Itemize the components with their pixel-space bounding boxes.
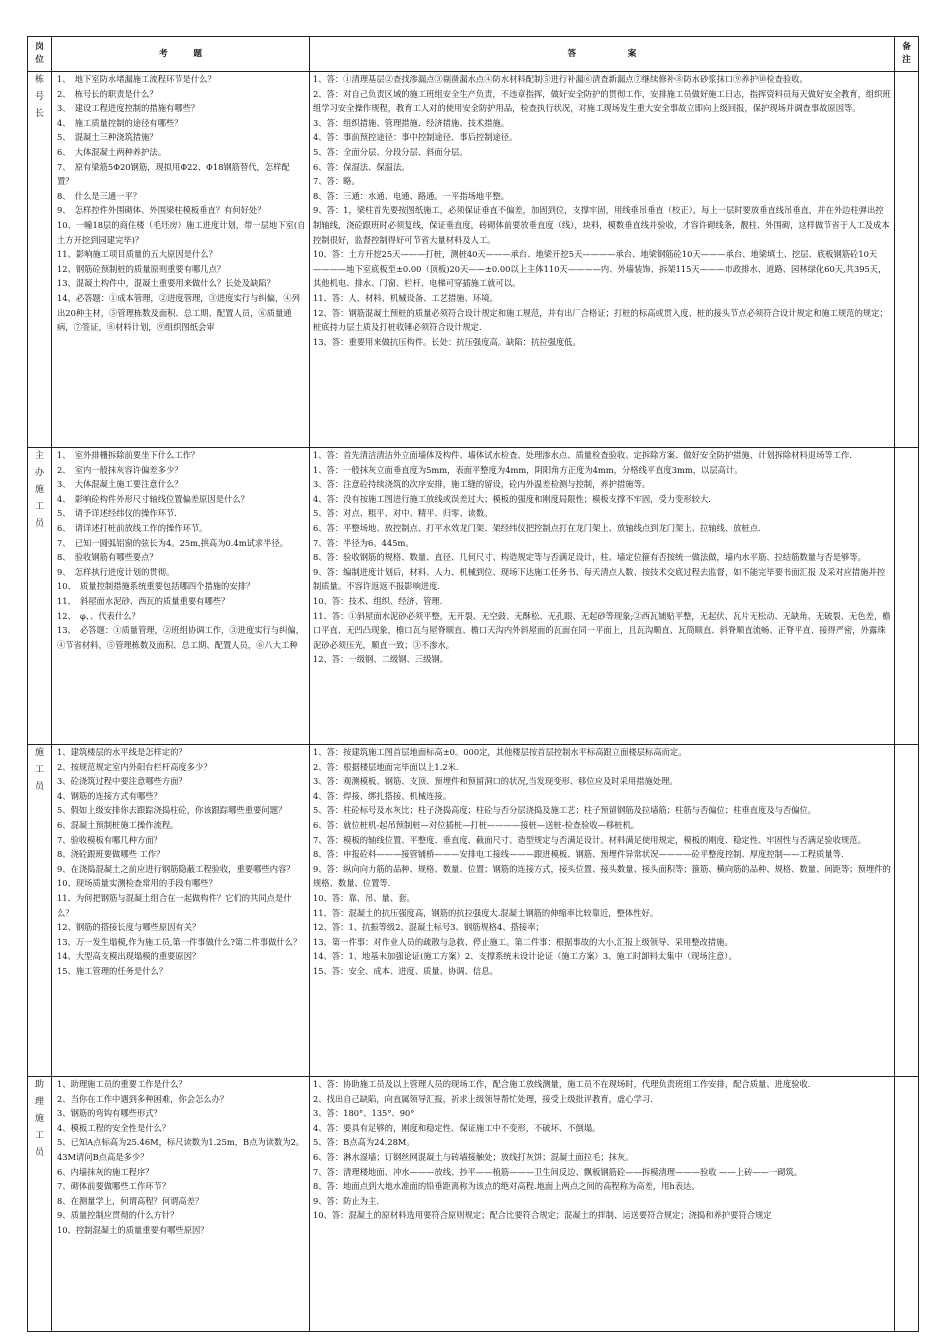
table-header-row [28,37,919,72]
answer-item: 10、答：技术、组织、经济、管理. [313,595,443,606]
answers-cell [310,448,895,745]
header-answer: 答 案 [310,37,895,72]
answer-item: 11、答：人、材料、机械设备、工艺措施、环境。 [313,292,498,303]
question-item: 6、 大体混凝土两种养护法。 [57,146,166,157]
question-item: 9、 怎样控件外围砌体、外围梁柱模板垂直？有何好处？ [57,205,266,216]
answer-item: 3、答：组织措施、管理措施、经济措施、技术措施。 [313,117,510,128]
question-item: 14、必答题：①成本管理，②进度管理，③进度实行与纠偏，④列出20种主材，⑤管理栋数及面积、总工期、配置人员，⑥质量通病，⑦签证，⑧材料计划，⑨组织图纸会审 [57,292,300,333]
role-label: 栋号长 [34,75,44,119]
answer-item: 7、答：半径为6。445m。 [313,537,414,548]
answer-item: 8、答：申报砼料———接管铺桥———安排电工接线———跟进模板、钢筋、预埋件异常状况————砼平整度控制、厚度控制——工程质量等. [313,849,844,860]
question-item: 3、 建设工程进度控制的措施有哪些？ [57,103,200,114]
question-item: 12、 φ、、代表什么？ [57,610,140,621]
question-item: 10、现场质量实测检查常用的手段有哪些？ [57,878,217,889]
answer-item: 3、答：180°、135°、90° [313,1108,415,1119]
answer-item: 6、答：淋水湿墙；订钢丝网混凝土与砖墙接触处；放线打灰饼；混凝土面拉毛；抹灰。 [313,1151,634,1162]
questions-cell [52,72,310,448]
answer-item: 3、答：注意砼持续浇筑的次序安排，施工缝的留设，砼内外温差检测与控制，养护措施等。 [313,479,651,490]
answer-item: 2、答：根据楼层地面完毕面以上1.2米. [313,761,459,772]
question-item: 5、假如上级安排你去跟踪浇捣柱砼，你该跟踪哪些重要问题？ [57,805,287,816]
question-item: 8、 验收钢筋有哪些要点？ [57,552,158,563]
answer-item: 1、答：①清理基层②查找渗漏点③剔凿漏水点④防水材料配制⑤进行补漏⑥清查新漏点⑦继续修补⑧防水砂浆抹口⑨养护⑩检查验收。 [313,74,808,84]
answers-cell [310,1077,895,1332]
question-item: 1、 地下室防水堵漏施工流程环节是什么？ [57,74,216,84]
questions-cell [52,745,310,1077]
role-label: 助理施工员 [34,1080,44,1158]
answer-item: 13、答：重要用来做抗压构件。长处：抗压强度高。缺陷：抗拉强度低。 [313,336,581,347]
answer-item: 6、答：平整场地、放控制点、打平水效龙门架、架经纬仪把控制点打在龙门架上、放轴线点到龙门架上、拉轴线、放桩点. [313,522,761,533]
answer-item: 12、答：钢筋混凝土预桩的质量必须符合设计规定和施工规范，并有出厂合格证；打桩的标高或贯入度、桩的接头节点必须符合设计规定和施工规范的规定；桩底持力层土质及打桩收锤必须符合设计规定. [313,307,888,333]
question-item: 2、 室内一般抹灰容许偏差多少？ [57,464,183,475]
answer-item: 4、答：没有按施工图进行施工放线或误差过大；模板的强度和刚度局限性；模板支撑不牢固，受力变形较大. [313,493,711,504]
answer-item: 1、答：一般抹灰立面垂直度为5mm，表面平整度为4mm，阴阳角方正度为4mm，分格线平直度3mm，以层高计。 [313,464,743,475]
answer-item: 5、答：全面分层、分段分层、斜面分层。 [313,146,468,157]
question-item: 9、 怎样执行进度计划的贯彻。 [57,566,175,577]
answer-item: 5、答：对点、粗平、对中、精平、归零、读数。 [313,508,493,519]
role-label: 主办施工员 [34,451,44,529]
question-item: 7、 原有梁筋5Φ20钢筋，现拟用Φ22、Φ18钢筋替代，怎样配置？ [57,161,290,187]
question-item: 4、钢筋的连接方式有哪些？ [57,790,162,801]
answer-item: 10、答：靠、吊、量、套。 [313,892,415,903]
question-item: 8、浇砼跟班要做哪些 工作？ [57,849,165,860]
qa-body [28,72,919,1332]
question-item: 13、混凝土构件中，混凝土重要用来做什么？长处及缺陷？ [57,278,275,289]
note-cell [895,1077,919,1332]
answer-item: 1、答：协助施工员及以上管理人员的现场工作，配合施工放线测量，施工员不在现场时，代理负责班组工作安排，配合质量、进度验收. [313,1079,811,1089]
question-item: 14、大型高支模出现塌模的重要原因？ [57,951,201,962]
answer-item: 9、答：1，梁柱首先要按图纸施工，必须保证垂直不偏差，加固到位，支撑牢固，用线垂吊垂直（校正），每上一层时要放垂直线吊垂直，并在外边柱弹出控制轴线，浇砼跟班时必须复线，保证垂直度，砖砌体前要放垂直度（线），块料，模数垂直线并验收，才容许砌线条，靓柱、外围砌，这样做节省于人工及成本控制很好，监督控制得好可节省大量材料及人工。 [313,205,890,245]
answer-item: 15、答：安全、成本、进度、质量、协调、信息。 [313,965,498,976]
answer-item: 10、答：混凝土的原材料选用要符合原则规定；配合比要符合规定；混凝土的拌制、运送要符合规定；浇捣和养护要符合规定 [313,1210,772,1221]
question-item: 10、一幢18层的商住楼（毛坯房）施工进度计划，带一层地下室(自土方开挖到园建完毕)？ [57,219,306,245]
question-item: 6、混凝土预制桩施工操作流程。 [57,819,179,830]
question-item: 6、 请详述打桩前放线工作的操作环节。 [57,522,208,533]
question-item: 1、助理施工员的重要工作是什么？ [57,1079,187,1089]
header-note: 备注 [895,37,919,72]
question-item: 11、影响施工项目质量的五大原因是什么？ [57,249,217,260]
answer-item: 1、答：首先清洁清洁外立面墙体及构件、墙体试水检查、处理渗水点、质量检查验收、定拆除方案、做好安全防护措施、计划拆除材料退场等工作. [313,450,852,460]
role-cell [28,72,52,448]
answers-cell [310,745,895,1077]
note-cell [895,72,919,448]
role-cell [28,745,52,1077]
question-item: 5、已知A点标高为25.46M，标尺读数为1.25m，B点为读数为2。43M请问B点高是多少？ [57,1137,305,1162]
answer-item: 9、答：纵向向力筋的品种、规格、数量、位置；钢筋的连接方式，接头位置、接头数量、接头面积等；箍筋、横向筋的品种、规格、数量、间距等；预埋件的规格、数量、位置等. [313,863,891,889]
question-item: 5、 混凝土三种浇筑措施？ [57,132,158,143]
answer-item: 6、答：就位桩机-起吊预制桩—对位插桩—打桩————接桩—送桩-检查验收—移桩机。 [313,819,640,830]
question-item: 1、建筑楼层的水平线是怎样定的？ [57,747,187,757]
answer-item: 7、答：略。 [313,176,360,187]
question-item: 13、万一发生塌模,作为施工员,第一件事做什么?第二件事做什么？ [57,936,302,947]
answer-item: 9、答：编制进度计划后，材料、人力、机械到位、现场下达施工任务书、每天清点人数、按技术交底过程去监督，如不能完毕要书面汇报 及采对应措施并控制质量。不容许返返不报影响进度. [313,566,886,592]
question-item: 7、 已知一圆弧铝窗的弦长为4。25m,拱高为0.4m试求半径。 [57,537,289,548]
answer-item: 4、答：事前预控途径：事中控制途径、事后控制途径。 [313,132,518,143]
answer-item: 5、答：B点高为24.28M。 [313,1137,415,1148]
question-item: 7、砌体前要做哪些工作环节？ [57,1181,171,1192]
answer-item: 8、答：验收钢筋的规格、数量、直径、几何尺寸、构造规定等与否满足设计，柱、墙定位箍有否按统一做法做，墙内水平筋、拉结筋数量与否是够等。 [313,552,866,563]
answer-item: 11、答：混凝土的抗压强度高，钢筋的抗拉强度大.混凝土钢筋的伸缩率比较靠近，整体性好。 [313,907,659,918]
answer-item: 7、答：模板的轴线位置、平整度、垂直度、截面尺寸、造型规定与否满足设计。材料满足使用规定，模板的刚度、稳定性、牢固性与否满足验收规范。 [313,834,866,845]
header-question: 考 题 [52,37,310,72]
answer-item: 4、答：要具有足够的，刚度和稳定性、保证施工中不变形，不破坏、不倒塌。 [313,1122,601,1133]
question-item: 8、 什么是三通一平？ [57,190,142,201]
question-item: 4、模板工程的安全性是什么？ [57,1122,171,1133]
questions-cell [52,1077,310,1332]
role-cell [28,1077,52,1332]
question-item: 13、 必答题：①质量管理，②班组协调工作，③进度实行与纠偏，④节省材料，⑤管理栋数及面积、总工期、配置人员，⑥八大工种 [57,625,305,650]
question-item: 2、当你在工作中遇到多种困难，你会怎么办？ [57,1093,229,1104]
header-role: 岗位 [28,37,52,72]
question-item: 15、施工管理的任务是什么？ [57,965,168,976]
answer-item: 6、答：保湿法、保温法。 [313,161,410,172]
section-row [28,448,919,745]
question-item: 2、按规范规定室内外阳台栏杆高度多少？ [57,761,212,772]
answer-item: 8、答：三通：水通、电通、路通。一平指场地平整。 [313,190,510,201]
question-item: 8、在测量学上，何谓高程？何谓高差？ [57,1195,204,1206]
answer-item: 2、找出自己缺陷，向直属领导汇报，祈求上级领导帮忙处理，接受上级批评教育，虚心学习. [313,1093,653,1104]
question-item: 9、质量控制应贯彻的什么方针？ [57,1210,179,1221]
answers-cell [310,72,895,448]
section-row [28,1077,919,1332]
section-row [28,72,919,448]
answer-item: 11、答：①斜屋面水泥砂必须平整，无开裂、无空鼓、无酥松、无孔眼、无起砂等现象;②西瓦铺贴平整，无起伏、瓦片无松动、无缺角、无破裂、无色差，檐口平直、无凹凸现象，檐口瓦与屋脊顺直、檐口天沟内外斜屋面的瓦面在同一平面上，且瓦沟顺直、瓦筒顺直、斜脊顺直流畅、正脊平直、接得严密，外露珠泥砂必须压光，顺直一致；③不渗水。 [313,610,891,650]
qa-table [27,36,919,1332]
section-row [28,745,919,1077]
question-item: 11、为何把钢筋与混凝土组合在一起做构件？它们的共同点是什么？ [57,892,292,918]
question-item: 2、 栋号长的职责是什么？ [57,88,158,99]
question-item: 6、内墙抹灰的施工程序？ [57,1166,154,1177]
answer-item: 13、第一件事：对作业人员的疏散与急救、停止施工。第二件事：根据事故的大小,汇报上级领导、采用整改措施。 [313,936,733,947]
answer-item: 10、答：土方开挖25天———打桩，测桩40天———承台、地梁开挖5天————承台、地梁钢筋砼10天———承台、地梁填土、挖层、底板钢筋砼10天————地下室底板至±0.00（顶板)20天——±0.00以上主体110天————内、外墙装饰、拆架115天———市政排水、道路、园林绿化60天,共395天，其他机电、排水、门窗、栏杆、电梯可穿插施工就可以。 [313,249,887,289]
answer-item: 5、答：柱砼标号及水灰比；柱子浇捣高度；柱砼与否分层浇捣及施工艺；柱子预留钢筋及拉墙筋；柱筋与否偏位；柱垂直度及与否偏位。 [313,805,817,816]
questions-cell [52,448,310,745]
question-item: 12、钢筋砼预制桩的质量原则重要有哪几点？ [57,263,226,274]
question-item: 7、验收模板有哪几种方面？ [57,834,162,845]
answer-item: 12、答：1、抗振等级2、混凝土标号3、钢筋规格4、搭接率； [313,922,544,933]
answer-item: 2、答：对自己负责区域的施工班组安全生产负责，不违章指挥，做好安全防护的贯彻工作，安排施工员做好施工日志，指挥资料员每天做好安全教育，组织班组学习安全操作规程，教育工人对的使用安全防护用品，检查执行状况，对施工现场发生重大安全事故立即向上级回报，保护现场并调查事故原因等。 [313,88,891,114]
note-cell [895,745,919,1077]
answer-item: 3、答：观测模板、钢筋、支顶、预埋件和预留洞口的状况,当发现变形、移位应及时采用措施处理。 [313,776,678,787]
question-item: 4、 影响砼构件外形尺寸轴线位置偏差原因是什么？ [57,493,249,504]
answer-item: 12、答：一级钢、二级钢、三级钢。 [313,654,449,665]
answer-item: 7、答：清理楼地面、冲水———放线、抄平——植筋———卫生间反边、飘板钢筋砼——拆模清理———验收 ——上砖——一砌筑。 [313,1166,803,1177]
note-cell [895,448,919,745]
question-item: 3、钢筋的弯钩有哪些形式？ [57,1108,162,1119]
answer-item: 8、答：地面点到大地水准面的铅垂距离称为该点的绝对高程.地面上两点之间的高程称为高差，用h表达。 [313,1181,700,1192]
answer-item: 14、答：1、地基未加强论证(施工方案）2、支撑系统未设计论证（施工方案）3、施工时卸料太集中（现场注意）。 [313,951,737,962]
question-item: 9、在浇捣混凝土之前应进行钢筋隐蔽工程验收，重要哪些内容？ [57,863,295,874]
question-item: 4、 施工质量控制的途径有哪些？ [57,117,183,128]
question-item: 3、 大体混凝土施工要注意什么？ [57,479,183,490]
answer-item: 1、答：按建筑施工图首层地面标高±0。000定，其他楼层按首层控制水平标高跟立面楼层标高而定。 [313,747,687,757]
role-cell [28,448,52,745]
question-item: 5、 请予详述经纬仪的操作环节. [57,508,177,519]
answer-item: 4、答：焊接、绑扎搭接、机械连接。 [313,790,452,801]
question-item: 3、砼浇筑过程中要注意哪些方面？ [57,776,187,787]
question-item: 1、 室外排栅拆除前要坐下什么工作？ [57,450,200,460]
question-item: 10、 质量控制措施系统重要包括哪四个措施的安排？ [57,581,255,592]
question-item: 12、钢筋的搭接长度与哪些原因有关？ [57,922,201,933]
answer-item: 9、答：防止为主. [313,1195,379,1206]
role-label: 施工员 [34,748,44,792]
question-item: 10、控制混凝土的质量重要有哪些原因？ [57,1224,209,1235]
question-item: 11、 斜屋面水泥砂、西瓦的质量重要有哪些？ [57,595,230,606]
